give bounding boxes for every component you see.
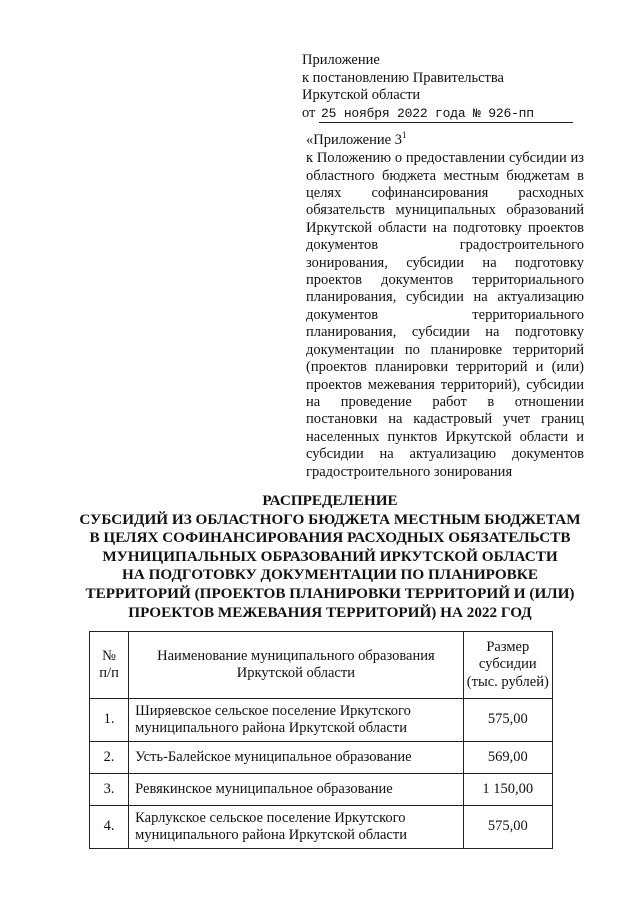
row-name: [129, 699, 463, 742]
table-row: [90, 699, 553, 742]
table-row: [90, 774, 553, 806]
title-line: СУБСИДИЙ ИЗ ОБЛАСТНОГО БЮДЖЕТА МЕСТНЫМ БЮДЖЕТАМ: [79, 510, 581, 528]
header-sum-line: субсидии: [478, 656, 537, 673]
row-sum: 569,00: [463, 742, 552, 774]
header-sum: [463, 632, 552, 699]
table-header-row: [90, 632, 553, 699]
table-row: [90, 742, 553, 774]
document-title: [40, 492, 620, 622]
header-name-line: Иркутской области: [236, 665, 355, 681]
distribution-table: [89, 631, 553, 849]
title-line: НА ПОДГОТОВКУ ДОКУМЕНТАЦИИ ПО ПЛАНИРОВКЕ: [122, 566, 538, 584]
header-num-line: п/п: [99, 665, 119, 681]
row-name-line: Карлукское сельское поселение Иркутского: [135, 809, 406, 826]
row-name-line: муниципального района Иркутской области: [135, 720, 407, 736]
row-name-line: Ширяевское сельское поселение Иркутского: [135, 702, 411, 719]
date-prefix: от: [302, 104, 316, 121]
appendix-date-line: [302, 105, 592, 124]
title-line: ПРОЕКТОВ МЕЖЕВАНИЯ ТЕРРИТОРИЙ) НА 2022 ГОД: [128, 603, 532, 621]
row-sum: 575,00: [463, 806, 552, 849]
title-line: В ЦЕЛЯХ СОФИНАНСИРОВАНИЯ РАСХОДНЫХ ОБЯЗАТЕЛЬСТВ: [89, 529, 571, 547]
appendix-region: Иркутской области: [302, 87, 421, 103]
row-num: 1.: [90, 699, 129, 742]
row-sum: 575,00: [463, 699, 552, 742]
row-name: Усть-Балейское муниципальное образование: [129, 742, 463, 774]
title-line: РАСПРЕДЕЛЕНИЕ: [262, 492, 398, 509]
date-handwritten: 25 ноября 2022 года № 926-пп: [319, 105, 573, 124]
row-sum: 1 150,00: [463, 774, 552, 806]
appendix3-block: [306, 127, 584, 481]
header-sum-line: (тыс. рублей): [466, 673, 549, 690]
header-num: [90, 632, 129, 699]
table-row: [90, 806, 553, 849]
row-name: Ревякинское муниципальное образование: [129, 774, 463, 806]
appendix3-heading-text: «Приложение 3: [306, 131, 402, 148]
row-num: 3.: [90, 774, 129, 806]
appendix3-text: к Положению о предоставлении субсидии из областного бюджета местным бюджетам в целях софинансирования расходных обязательств муниципальных образований Иркутской области на подготовку проектов документов градостроительного зонирования, субсидии на подготовку проектов документов территориального планирования, субсидии на актуализацию документов территориального планирования, субсидии на подготовку документации по планировке территорий (проектов планировки территорий и (или) проектов межевания территорий), субсидии на проведение работ в отношении постановки на кадастровый учет границ населенных пунктов Иркутской области и субсидии на актуализацию документов градостроительного зонирования: [306, 150, 584, 480]
header-num-line: №: [102, 647, 116, 664]
row-num: 4.: [90, 806, 129, 849]
header-name: [129, 632, 463, 699]
title-line: МУНИЦИПАЛЬНЫХ ОБРАЗОВАНИЙ ИРКУТСКОЙ ОБЛАСТИ: [102, 547, 558, 565]
appendix3-heading-sup: 1: [401, 130, 407, 140]
appendix-resolution: к постановлению Правительства: [302, 69, 504, 86]
title-line: ТЕРРИТОРИЙ (ПРОЕКТОВ ПЛАНИРОВКИ ТЕРРИТОРИЙ И (ИЛИ): [85, 584, 575, 602]
row-num: 2.: [90, 742, 129, 774]
appendix-block: [302, 52, 592, 123]
row-name: [129, 806, 463, 849]
header-name-line: Наименование муниципального образования: [157, 647, 435, 664]
row-name-line: муниципального района Иркутской области: [135, 827, 407, 843]
appendix-label: Приложение: [302, 52, 380, 68]
appendix3-heading: [306, 127, 584, 149]
header-sum-line: Размер: [486, 638, 530, 655]
